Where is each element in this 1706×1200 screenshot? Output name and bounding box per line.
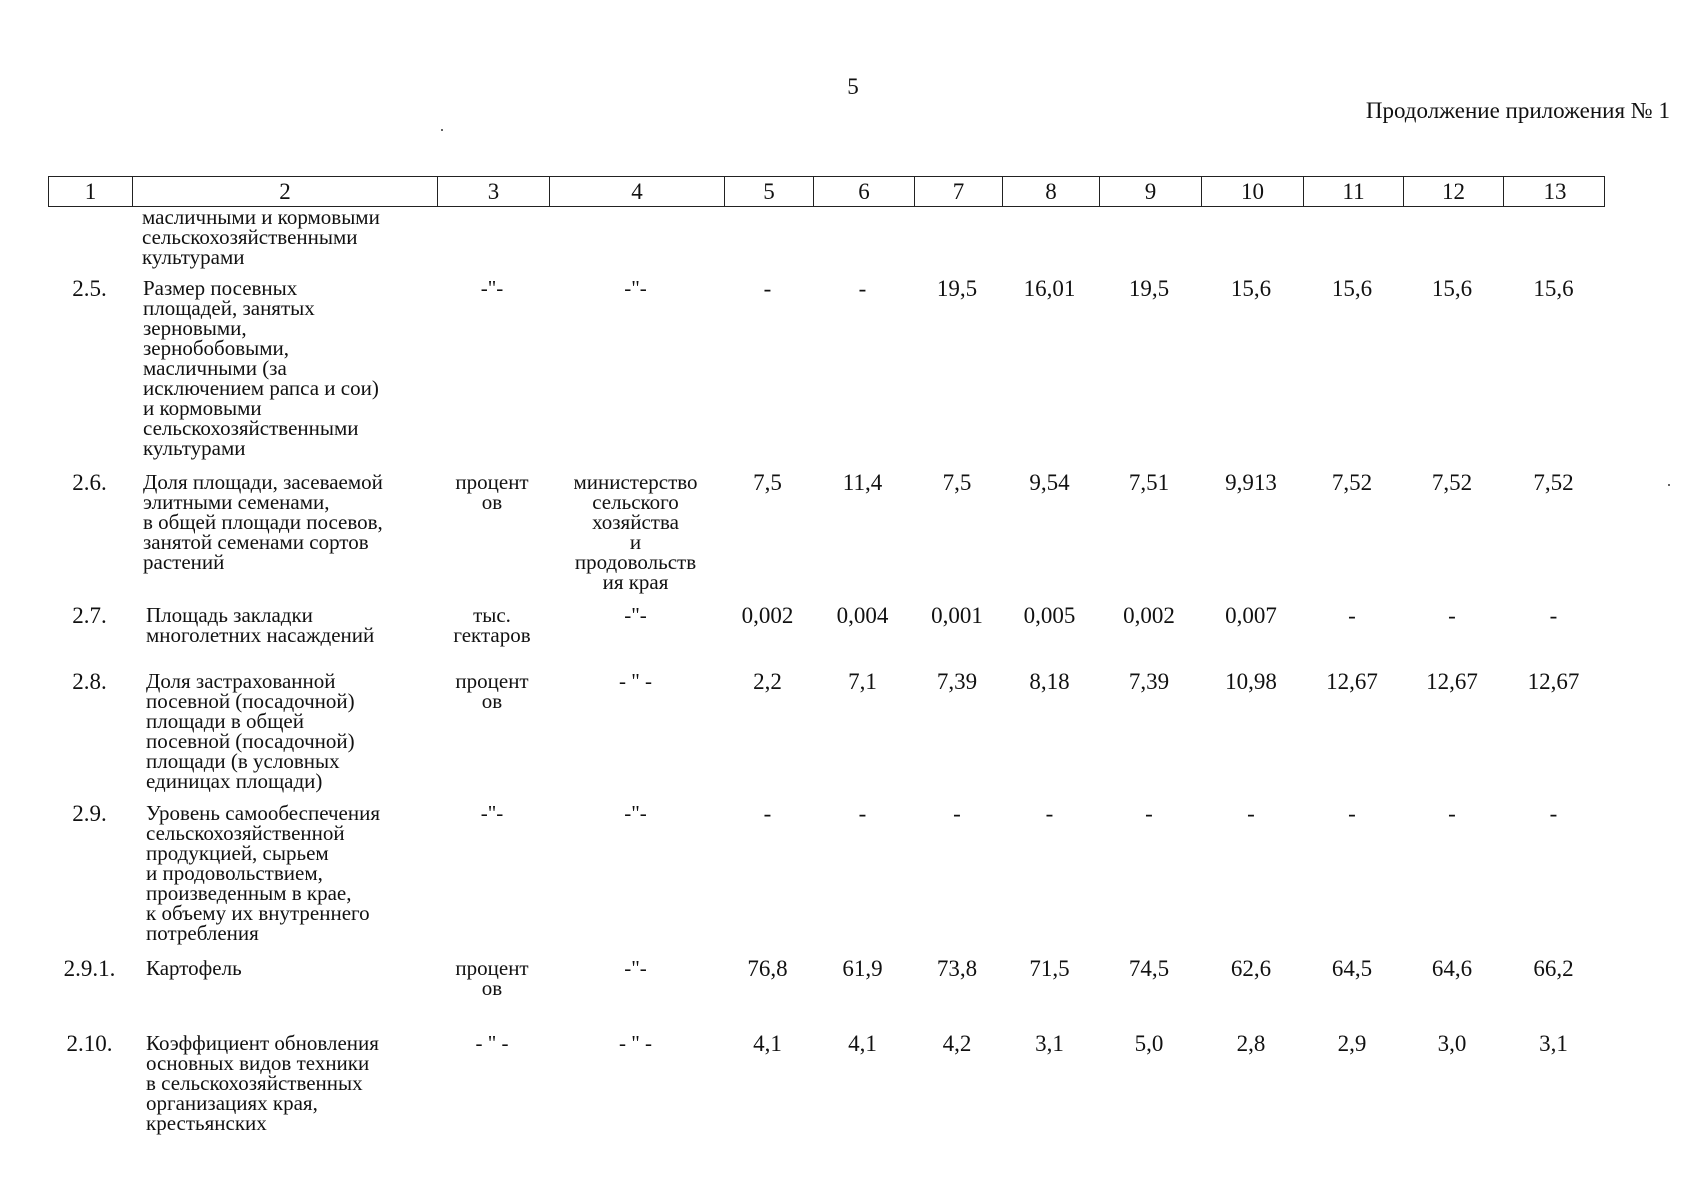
indicator-name: Доля площади, засеваемой элитными семенами, в общей площади посевов, занятой семенами сортов растений bbox=[143, 470, 383, 574]
header-cell-13: 13 bbox=[1503, 177, 1606, 206]
value-col-13: 7,52 bbox=[1533, 470, 1574, 495]
value-col-10: 62,6 bbox=[1230, 956, 1272, 981]
responsible-executor: -"- bbox=[624, 956, 647, 980]
value-col-7: 73,8 bbox=[936, 956, 978, 981]
page-number: 5 bbox=[847, 74, 859, 99]
value-col-10: 2,8 bbox=[1236, 1031, 1266, 1056]
header-cell-8: 8 bbox=[1002, 177, 1099, 206]
unit-of-measure: тыс. гектаров bbox=[453, 603, 531, 647]
value-col-12: 7,52 bbox=[1431, 470, 1473, 495]
scan-speck bbox=[441, 129, 443, 131]
row-number: 2.5. bbox=[72, 276, 107, 301]
value-col-13: - bbox=[1549, 603, 1558, 628]
value-col-6: 0,004 bbox=[836, 603, 889, 628]
row-number: 2.8. bbox=[72, 669, 107, 694]
value-col-6: 61,9 bbox=[842, 956, 883, 981]
value-col-10: 15,6 bbox=[1230, 276, 1272, 301]
header-cell-6: 6 bbox=[813, 177, 914, 206]
value-col-10: 9,913 bbox=[1225, 470, 1277, 495]
value-col-11: 7,52 bbox=[1331, 470, 1373, 495]
header-cell-12: 12 bbox=[1403, 177, 1503, 206]
value-col-12: 15,6 bbox=[1431, 276, 1473, 301]
value-col-10: - bbox=[1247, 801, 1255, 826]
responsible-executor: -"- bbox=[624, 801, 647, 825]
table-header-row bbox=[48, 176, 1605, 207]
responsible-executor: - " - bbox=[618, 669, 653, 693]
value-col-6: - bbox=[858, 801, 867, 826]
indicator-name: масличными и кормовыми сельскохозяйственными культурами bbox=[142, 205, 380, 269]
value-col-9: 5,0 bbox=[1134, 1031, 1164, 1056]
responsible-executor: -"- bbox=[624, 603, 647, 627]
value-col-13: 12,67 bbox=[1527, 669, 1580, 694]
value-col-5: 2,2 bbox=[753, 669, 782, 694]
indicator-name: Уровень самообеспечения сельскохозяйственной продукцией, сырьем и продовольствием, произведенным в крае, к объему их внутреннего потребления bbox=[146, 801, 381, 945]
value-col-11: 64,5 bbox=[1331, 956, 1373, 981]
header-cell-5: 5 bbox=[724, 177, 813, 206]
unit-of-measure: -"- bbox=[480, 276, 504, 300]
value-col-9: - bbox=[1145, 801, 1153, 826]
value-col-10: 0,007 bbox=[1225, 603, 1277, 628]
value-col-10: 10,98 bbox=[1225, 669, 1277, 694]
value-col-8: 9,54 bbox=[1029, 470, 1070, 495]
value-col-7: 0,001 bbox=[931, 603, 983, 628]
value-col-5: 4,1 bbox=[753, 1031, 782, 1056]
value-col-11: 12,67 bbox=[1326, 669, 1378, 694]
value-col-8: 0,005 bbox=[1023, 603, 1076, 628]
row-number: 2.10. bbox=[66, 1031, 113, 1056]
value-col-8: 71,5 bbox=[1029, 956, 1070, 981]
value-col-11: 2,9 bbox=[1337, 1031, 1367, 1056]
value-col-12: - bbox=[1448, 801, 1456, 826]
indicator-name: Коэффициент обновления основных видов техники в сельскохозяйственных организациях края, крестьянских bbox=[146, 1031, 379, 1135]
value-col-9: 19,5 bbox=[1128, 276, 1170, 301]
indicator-name: Размер посевных площадей, занятых зерновыми, зернобобовыми, масличными (за исключением рапса и сои) и кормовыми сельскохозяйственными культурами bbox=[143, 276, 379, 460]
value-col-12: 3,0 bbox=[1437, 1031, 1467, 1056]
value-col-8: 16,01 bbox=[1023, 276, 1076, 301]
value-col-13: - bbox=[1549, 801, 1558, 826]
value-col-7: - bbox=[953, 801, 961, 826]
unit-of-measure: процент ов bbox=[455, 669, 529, 713]
scan-speck bbox=[1668, 484, 1670, 486]
value-col-6: 11,4 bbox=[842, 470, 883, 495]
value-col-9: 7,39 bbox=[1128, 669, 1170, 694]
row-number: 2.9.1. bbox=[63, 956, 116, 981]
responsible-executor: - " - bbox=[618, 1031, 653, 1055]
value-col-5: 7,5 bbox=[753, 470, 782, 495]
value-col-12: 12,67 bbox=[1426, 669, 1478, 694]
value-col-13: 66,2 bbox=[1533, 956, 1574, 981]
indicator-name: Площадь закладки многолетних насаждений bbox=[146, 603, 375, 647]
value-col-12: 64,6 bbox=[1431, 956, 1473, 981]
value-col-11: 15,6 bbox=[1331, 276, 1373, 301]
header-cell-3: 3 bbox=[437, 177, 549, 206]
unit-of-measure: процент ов bbox=[455, 956, 529, 1000]
unit-of-measure: процент ов bbox=[455, 470, 529, 514]
value-col-6: - bbox=[858, 276, 867, 301]
value-col-7: 4,2 bbox=[942, 1031, 972, 1056]
value-col-6: 4,1 bbox=[848, 1031, 877, 1056]
responsible-executor: министерство сельского хозяйства и продовольств ия края bbox=[573, 470, 698, 594]
header-cell-7: 7 bbox=[914, 177, 1002, 206]
value-col-5: 76,8 bbox=[747, 956, 788, 981]
header-cell-2: 2 bbox=[132, 177, 437, 206]
value-col-8: 8,18 bbox=[1029, 669, 1070, 694]
value-col-9: 0,002 bbox=[1123, 603, 1175, 628]
header-cell-4: 4 bbox=[549, 177, 724, 206]
row-number: 2.9. bbox=[72, 801, 107, 826]
row-number: 2.7. bbox=[72, 603, 107, 628]
row-number: 2.6. bbox=[72, 470, 107, 495]
indicator-name: Картофель bbox=[146, 956, 242, 980]
value-col-6: 7,1 bbox=[848, 669, 877, 694]
value-col-9: 7,51 bbox=[1128, 470, 1170, 495]
header-cell-9: 9 bbox=[1099, 177, 1201, 206]
value-col-5: - bbox=[763, 276, 772, 301]
value-col-7: 19,5 bbox=[936, 276, 978, 301]
indicator-name: Доля застрахованной посевной (посадочной) площади в общей посевной (посадочной) площади (в условных единицах площади) bbox=[146, 669, 355, 793]
value-col-8: - bbox=[1045, 801, 1054, 826]
value-col-8: 3,1 bbox=[1035, 1031, 1064, 1056]
header-cell-1: 1 bbox=[84, 179, 97, 204]
unit-of-measure: - " - bbox=[475, 1031, 509, 1055]
value-col-9: 74,5 bbox=[1128, 956, 1170, 981]
appendix-note: Продолжение приложения № 1 bbox=[1365, 98, 1670, 123]
unit-of-measure: -"- bbox=[480, 801, 504, 825]
value-col-11: - bbox=[1348, 801, 1356, 826]
value-col-5: - bbox=[763, 801, 772, 826]
responsible-executor: -"- bbox=[624, 276, 647, 300]
value-col-7: 7,39 bbox=[936, 669, 978, 694]
value-col-12: - bbox=[1448, 603, 1456, 628]
value-col-13: 15,6 bbox=[1533, 276, 1574, 301]
value-col-5: 0,002 bbox=[741, 603, 794, 628]
value-col-11: - bbox=[1348, 603, 1356, 628]
value-col-7: 7,5 bbox=[942, 470, 972, 495]
header-cell-11: 11 bbox=[1303, 177, 1403, 206]
value-col-13: 3,1 bbox=[1539, 1031, 1568, 1056]
header-cell-10: 10 bbox=[1201, 177, 1303, 206]
